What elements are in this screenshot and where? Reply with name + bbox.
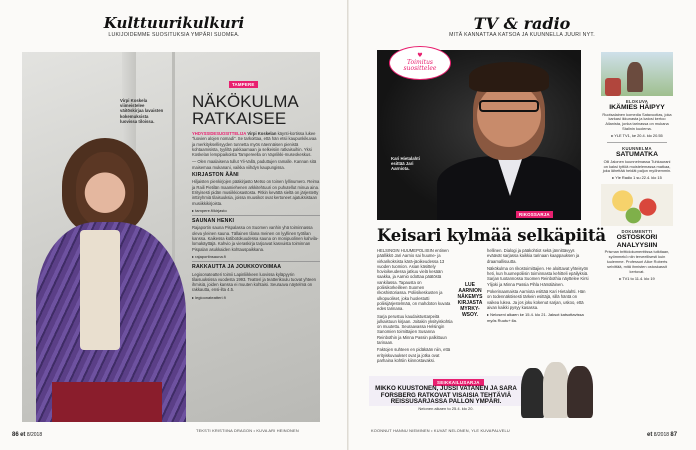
sidebar-title: IKÄMIES HÄIPYY <box>609 104 665 111</box>
genre-tag: RIKOSSARJA <box>516 211 553 218</box>
body-paragraph: Faktojen suhteen en pidäkään niin, että erityiskuvaukset ovat ja jotka ovat parhaina kohtiin kiinnostavaksi. <box>377 347 451 363</box>
sidebar-title: SATUMATKA <box>615 151 659 159</box>
page-folio <box>12 432 42 438</box>
page-folio <box>647 432 677 438</box>
sidebar-label: KUUNNELMA <box>622 146 652 152</box>
recommend-badge <box>389 46 451 80</box>
sidebar-channel: ▸ YLE TV1, ke 20.4. klo 20.55 <box>611 133 663 139</box>
section-link[interactable]: ▸ tampere.fi/kirjasto <box>192 207 227 213</box>
body-paragraph: Pokerinaamaista Aarniota esittää Kari Hietalahti. Hän on todennäköisesti tärkein esittäjä, sillä häntä on vaikea lukea. Ja jos joku kokenut sarjan, uskoo, että aivan kaikki pysyy kasassa. <box>487 289 586 310</box>
section-text: Hiljaisten pienkirjojen pääkirjasto Metso on toinen lyllinumero. Reima ja Raili Pietilän maamiehenen arkkitehtuuri on puhutellut minua aina. Erityisesti pidän musiikkiosastosta. Pitkin kevättä sieltä on järjestetty inttiryhmiä tilaisuuksia, joissa muusikot ovat kertoneet ajatuksistaan musiikkikirjoista. <box>192 179 320 206</box>
divider <box>192 215 320 216</box>
sidebar-channel: ▸ TV1 to 11.4. klo 19 <box>619 275 655 281</box>
article-column-2 <box>487 248 589 325</box>
broadcast-info: ▸ Neloseni alkaen ke 15.4. klo 21. Jaksot katsottavissa myös Ruutu+:lla. <box>487 312 584 323</box>
sidebar-label: DOKUMENTTI <box>621 229 653 235</box>
heart-icon: ♥ <box>417 52 423 60</box>
right-page <box>349 0 696 450</box>
pull-quote: LUE AARNION NÄKEMYS KIRJASTA MYRKY-WSOY. <box>457 282 483 318</box>
skirt <box>52 382 162 422</box>
cake <box>605 78 621 96</box>
badge-line: suosittelee <box>403 65 437 73</box>
groceries-photo <box>601 184 673 226</box>
sidebar-label: ELOKUVA <box>625 99 649 104</box>
body-paragraph: Näkökulma on rikostoimittajien. He aloittavat yhteisyön heti, kun huumepoliisin toiminnasta kehitteli epäilyksiä. Sarjan tuotannossa Suomen Reinbothia näyttelee Kirsi Ylijoki ja Minna Passia Pihla Hämäläinen. <box>487 265 589 287</box>
divider <box>607 142 667 143</box>
article-column-1 <box>377 248 453 365</box>
article-column <box>192 131 320 302</box>
body-paragraph: Sarja perustuu kaudaistustarpeitä julkaistuun kirjaan. Joitakin yksityiskohtia on muutettu. Seuraavassa Helsingin Sanomien toimittajien Susanna Reinbothin ja Minna Passin palkittuun tarinaan. <box>377 313 453 346</box>
section-heading: RAKKAUTTA JA JOUKKOVOIMAA <box>192 264 282 271</box>
issue-number: 8/2018 <box>653 432 670 438</box>
photo-caption: Virpi Koskela viimeistelee väitöskirjaa lavaisten kokemuksista luovissa tiloissa. <box>120 98 164 124</box>
section-title: Kulttuurikulkuri <box>103 14 245 32</box>
tip-channel: Nelonen alkaen to 25.4. klo 20. <box>418 406 474 411</box>
shirt <box>80 230 120 350</box>
section-text: Legioonateatteri toimii Lapinliikkeen luovissa kyläpyyrin tilaisuuksissa vuodesta 1993. Teatteri ja teatterikoulu tuovat yhteen ihmisiä, joiden kanssa ei muuten kohtaisi. Seuraava näytelmä on rakkautta, ensi-ilta 4.5. <box>192 271 316 293</box>
host-figure <box>543 362 569 418</box>
sidebar-text: Olli Jalonen kuunnelmassa Tuhkaurani on kaksi tyttöä muistelemassa matkaa, joka lähettää heidät paljon myöhemmin. <box>602 158 672 174</box>
magazine-logo: et <box>647 432 653 438</box>
sidebar-channel: ▸ Yle Radio 1 su 22.4. klo 15 <box>612 175 662 181</box>
host-figure <box>567 366 593 418</box>
section-text: Rajaportin sauna Pispalassa on Suomen vanhin yhä toiminnassa oleva yleinen sauna. Tällainen tilana meinen on lyyllinen työtilan kanssa. Kaikessa kotibotokuudessa sauna on monipuolinen kahvila-lomakäyttäjä. Kahvio ja vieraskirja tarjoavat kasvuista toiminnan Pispalan asukkaiden kohtauspaikkana. <box>192 225 319 252</box>
lead-text: käynti-kortissa lukee "luovien alojen nomadi". Se tarkoittaa, että hän etsii kaupunkikuvaa ja merkityksellisyyden tunnetta myös näennäisen pienistä kohtaamisista, tyyliltä pakkaamaan ja selkeisiin ratkaisuihin. Yksi Koskelan lempipaikoista Tampereella on Vapriikki-museokeskus. <box>192 131 317 158</box>
article-title: Keisari kylmää selkäpiitä <box>377 226 606 245</box>
hosts-photo <box>521 360 597 418</box>
section-subtitle: MITÄ KANNATTAA KATSOA JA KUUNNELLA JUURI NYT. <box>449 32 595 38</box>
section-link[interactable]: ▸ rajaportinsauna.fi <box>192 253 226 259</box>
section-heading: KIRJASTON ÄÄNI <box>192 172 239 179</box>
host-figure <box>521 368 545 418</box>
issue-number: 8/2018 <box>26 432 43 438</box>
sidebar-text: Ruotsalainen komedia Satavuotias, joka karkasi ikkunasta ja katosi kertoo Allanista, jonka tarinassa on mukana Stalinin kuolema. <box>602 111 672 132</box>
section-heading: SAUNAN HENKI <box>192 218 235 225</box>
magazine-logo: et <box>20 432 26 438</box>
badge-line: Toimitus <box>406 58 434 66</box>
headline-line: RATKAISEE <box>192 109 287 128</box>
photo-caption: Kari Hietalahti esittää Jari Aarniota. <box>391 156 420 172</box>
glasses <box>479 100 539 112</box>
actor-figure <box>627 62 643 92</box>
face <box>76 152 134 226</box>
divider <box>192 261 320 262</box>
photo-credit: TEKSTI KRISTIINA DRAGON • KUVA ARI HEINONEN <box>196 428 299 433</box>
section-subtitle: LUKIJOIDEMME SUOSITUKSIA YMPÄRI SUOMEA. <box>108 32 240 38</box>
sidebar-title: OSTOSKORI ANALYYSIIN <box>616 234 658 249</box>
section-title: TV & radio <box>473 14 571 33</box>
body-paragraph: HELSINGIN HUUMEPOLIISIN entinen päällikkö Jari Aarnio sai huume- ja virkarikoksista kärä-jäoikeudessa 13 vuoden tuomion. Asian käsittely hovioikeudessa jatkuu vielä kesään saakka, ja Aarnio odottaa päätöstä vankilassa. Tapausta on poliisikorkeilleen Suomen rikoshistoriassa. Poliisikeskusten ja ulkopuoliset, joka huolestutti poliisijärjestelmää, on mahdoton kuvata edes tarinana. <box>377 248 451 312</box>
sidebar <box>601 52 673 281</box>
sidebar-text: Prisman brittidokumenttissa tutkitaan, syömmekö niin terveellisesti kuin luulemme. Professori Alice Roberts selvittää, mitä ihmisten ostoskassit kertovat. <box>604 249 670 274</box>
page-number: 86 <box>12 432 19 438</box>
headline <box>192 93 299 127</box>
movie-still <box>601 52 673 96</box>
lead-label: YHDYSSIDESUOSITTELIJA <box>192 131 247 136</box>
headline-line: NÄKÖKULMA <box>192 92 299 111</box>
tip-text: MIKKO KUUSTONEN, JUSSI VATANEN JA SARA FORSBERG RATKOVAT VISAISIA TEHTÄVIÄ REISSUSARJASSA PALLON YMPÄRI. <box>375 385 517 406</box>
lead-name: Virpi Koskelan <box>247 131 277 136</box>
body-paragraph: hellinen. Dialogi ja pääkohtiot sekä jännittävyys eväävät sarjassa kaikkia tarinaan kaappauksen ja draamallisuutta. <box>487 248 580 264</box>
hair <box>469 62 549 92</box>
photo-credit: KOONNUT HANNU NIEMINEN • KUVAT NELONEN, YLE KUVAPALVELU <box>371 428 510 433</box>
location-tag: TAMPERE <box>229 81 258 88</box>
page-number: 87 <box>670 432 678 438</box>
tip-label: SEIKKAILUSARJA <box>433 379 484 386</box>
quote-paragraph: — Olen maalaisena tullut Yli-Vallä, paduttujen ramalle. Kannan sitä maisemaa mukanani, vaikka viihdyn kaupungissa. <box>192 159 317 170</box>
lead-paragraph <box>192 131 320 157</box>
left-page <box>0 0 347 450</box>
section-link[interactable]: ▸ legioonateatteri.fi <box>192 294 226 300</box>
